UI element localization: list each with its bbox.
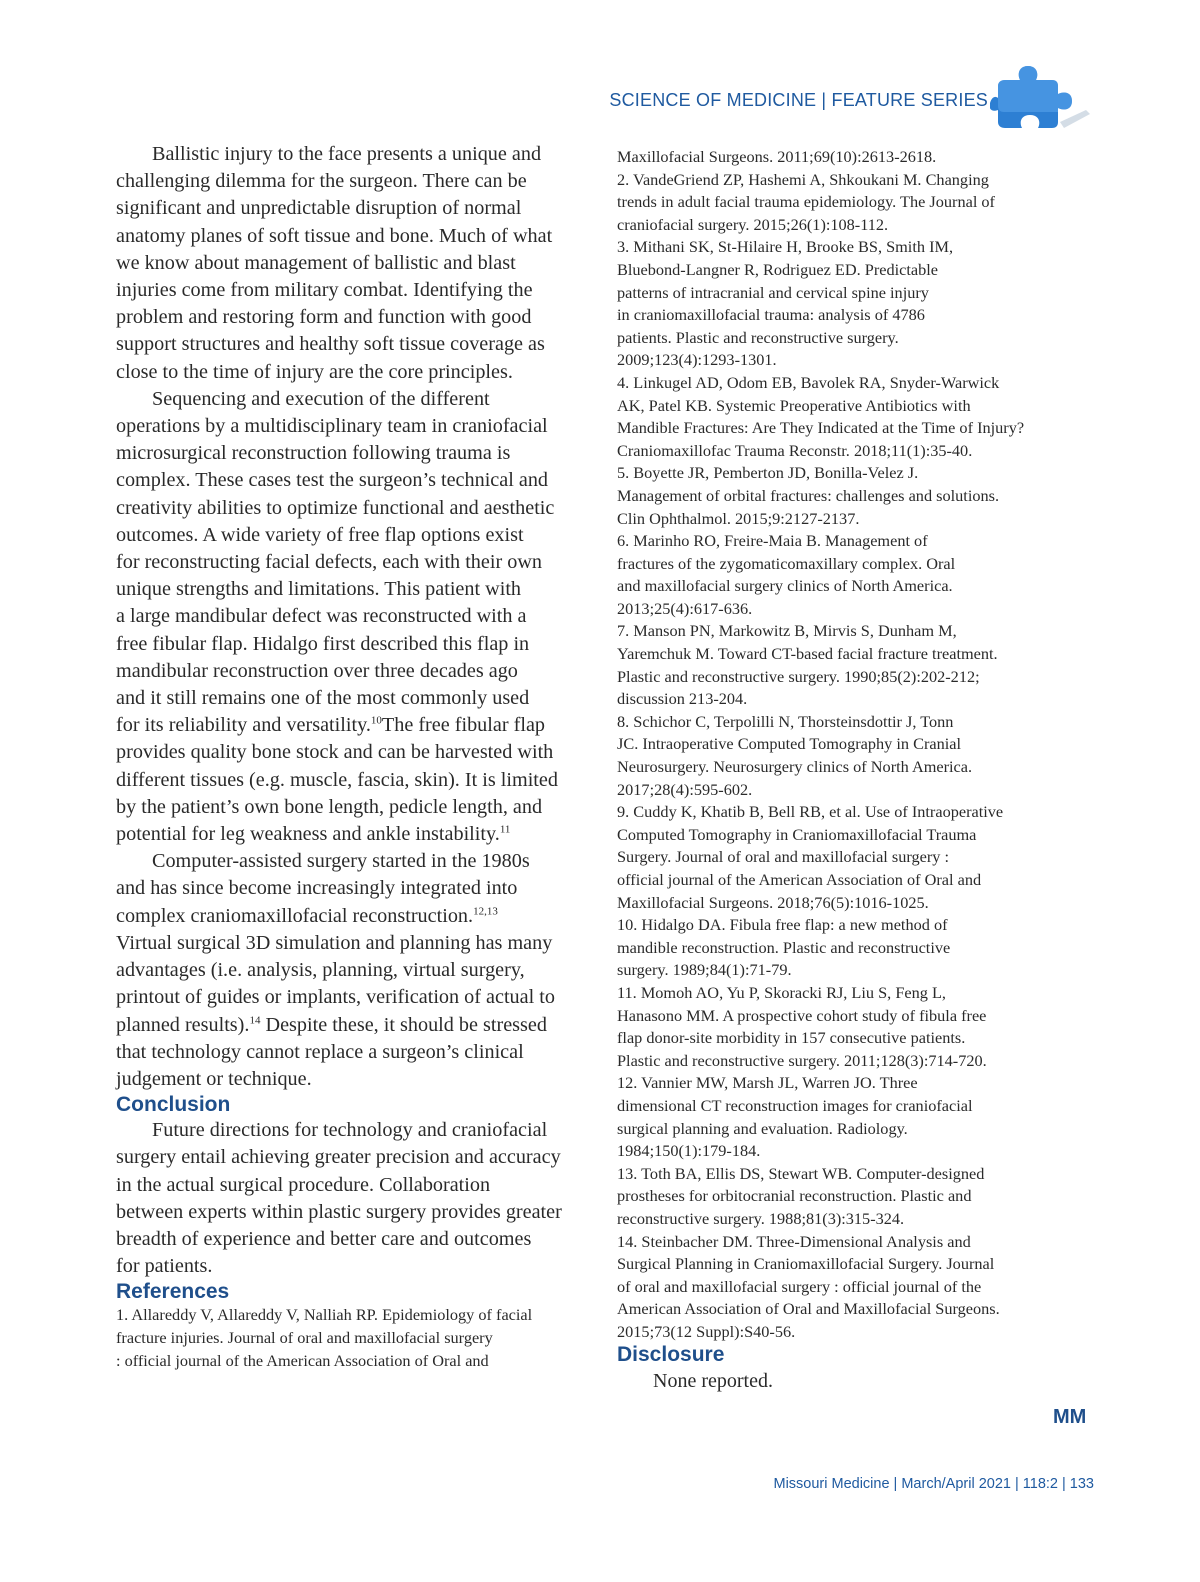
reference-9: 9. Cuddy K, Khatib B, Bell RB, et al. Use of Intraoperative Computed Tomography in Craniomaxillofacial Trauma Surgery. Journal of oral and maxillofacial surgery : official journal of the American Association of Oral and Maxillofacial Surgeons. 2018;76(5):1016-1025. — [617, 802, 1004, 912]
left-column — [116, 141, 592, 1372]
reference-12: 12. Vannier MW, Marsh JL, Warren JO. Three dimensional CT reconstruction images for craniofacial surgical planning and evaluation. Radiology. 1984;150(1):179-184. — [617, 1073, 973, 1161]
paragraph-sequencing — [116, 386, 592, 848]
paragraph-computer-assisted-text: Computer-assisted surgery started in the 1980s and has since become increasingly integrated into complex craniomaxillofacial reconstruction. — [116, 850, 530, 927]
paragraph-fibular-flap-text: The free fibular flap provides quality bone stock and can be harvested with different tissues (e.g. muscle, fascia, skin). It is limited by the patient’s own bone length, pedicle length, and potential for leg weakness and ankle instability. — [116, 714, 558, 846]
reference-8: 8. Schichor C, Terpolilli N, Thorsteinsdottir J, Tonn JC. Intraoperative Computed Tomography in Cranial Neurosurgery. Neurosurgery clinics of North America. 2017;28(4):595-602. — [617, 711, 973, 799]
series-header: SCIENCE OF MEDICINE | FEATURE SERIES — [609, 90, 988, 110]
reference-1: 1. Allareddy V, Allareddy V, Nalliah RP. Epidemiology of facial fracture injuries. Journal of oral and maxillofacial surgery : official journal of the American Association of Oral and — [116, 1305, 533, 1370]
paragraph-ballistic-injury: Ballistic injury to the face presents a unique and challenging dilemma for the surgeon. There can be significant and unpredictable disruption of normal anatomy planes of soft tissue and bone. Much of what we know about management of ballistic and blast injuries come from military combat. Identifying the problem and restoring form and function with good support structures and healthy soft tissue coverage as close to the time of injury are the core principles. — [116, 143, 553, 383]
puzzle-piece-icon — [990, 60, 1092, 134]
end-mark: MM — [1053, 1406, 1087, 1428]
reference-11: 11. Momoh AO, Yu P, Skoracki RJ, Liu S, Feng L, Hanasono MM. A prospective cohort study of fibula free flap donor-site morbidity in 157 consecutive patients. Plastic and reconstructive surgery. 2011;128(3):714-720. — [617, 982, 987, 1070]
citation-14: 14 — [249, 1013, 261, 1026]
citation-11: 11 — [499, 823, 511, 836]
right-column — [617, 146, 1067, 1394]
reference-4: 4. Linkugel AD, Odom EB, Bavolek RA, Snyder-Warwick AK, Patel KB. Systemic Preoperative Antibiotics with Mandible Fractures: Are They Indicated at the Time of Injury? Craniomaxillofac Trauma Reconstr. 2018;11(1):35-40. — [617, 372, 1025, 460]
reference-2: 2. VandeGriend ZP, Hashemi A, Shkoukani M. Changing trends in adult facial trauma epidemiology. The Journal of craniofacial surgery. 2015;26(1):108-112. — [617, 169, 995, 234]
citation-12-13: 12,13 — [473, 904, 498, 917]
reference-5: 5. Boyette JR, Pemberton JD, Bonilla-Velez J. Management of orbital fractures: challenges and solutions. Clin Ophthalmol. 2015;9:2127-2137. — [617, 463, 1000, 528]
references-heading: References — [116, 1280, 230, 1304]
page-footer: Missouri Medicine | March/April 2021 | 118:2 | 133 — [773, 1476, 1094, 1492]
reference-6: 6. Marinho RO, Freire-Maia B. Management of fractures of the zygomaticomaxillary complex. Oral and maxillofacial surgery clinics of North America. 2013;25(4):617-636. — [617, 531, 956, 618]
conclusion-paragraph: Future directions for technology and craniofacial surgery entail achieving greater precision and accuracy in the actual surgical procedure. Collaboration between experts within plastic surgery provides greater breadth of experience and better care and outcomes for patients. — [116, 1119, 562, 1278]
reference-13: 13. Toth BA, Ellis DS, Stewart WB. Computer-designed prostheses for orbitocranial reconstruction. Plastic and reconstructive surgery. 1988;81(3):315-324. — [617, 1163, 985, 1228]
reference-7: 7. Manson PN, Markowitz B, Mirvis S, Dunham M, Yaremchuk M. Toward CT-based facial fracture treatment. Plastic and reconstructive surgery. 1990;85(2):202-212; discussion 213-204. — [617, 621, 998, 709]
reference-14: 14. Steinbacher DM. Three-Dimensional Analysis and Surgical Planning in Craniomaxillofacial Surgery. Journal of oral and maxillofacial surgery : official journal of the American Association of Oral and Maxillofacial Surgeons. 2015;73(12 Suppl):S40-56. — [617, 1231, 1000, 1341]
paragraph-virtual-planning-text: Virtual surgical 3D simulation and planning has many advantages (i.e. analysis, planning, virtual surgery, printout of guides or implants, verification of actual to planned results). — [116, 931, 555, 1036]
disclosure-text: None reported. — [653, 1370, 773, 1393]
reference-1-continued: Maxillofacial Surgeons. 2011;69(10):2613-2618. — [617, 147, 937, 166]
disclosure-heading: Disclosure — [617, 1343, 725, 1367]
paragraph-technology-text: Despite these, it should be stressed that technology cannot replace a surgeon’s clinical judgement or technique. — [116, 1013, 547, 1090]
reference-10: 10. Hidalgo DA. Fibula free flap: a new method of mandible reconstruction. Plastic and reconstructive surgery. 1989;84(1):71-79. — [617, 915, 951, 980]
citation-10: 10 — [370, 714, 382, 727]
conclusion-heading: Conclusion — [116, 1093, 231, 1117]
paragraph-sequencing-text: Sequencing and execution of the different operations by a multidisciplinary team in craniofacial microsurgical reconstruction following trauma is complex. These cases test the surgeon’s technical and creativity abilities to optimize functional and aesthetic outcomes. A wide variety of free flap options exist for reconstructing facial defects, each with their own unique strengths and limitations. This patient with a large mandibular defect was reconstructed with a free fibular flap. Hidalgo first described this flap in mandibular reconstruction over three decades ago and it still remains one of the most commonly used for its reliability and versatility. — [116, 387, 555, 737]
paragraph-computer-assisted — [116, 848, 592, 1093]
reference-3: 3. Mithani SK, St-Hilaire H, Brooke BS, Smith IM, Bluebond-Langner R, Rodriguez ED. Predictable patterns of intracranial and cervical spine injury in craniomaxillofacial trauma: analysis of 4786 patients. Plastic and reconstructive surgery. 2009;123(4):1293-1301. — [617, 237, 954, 370]
